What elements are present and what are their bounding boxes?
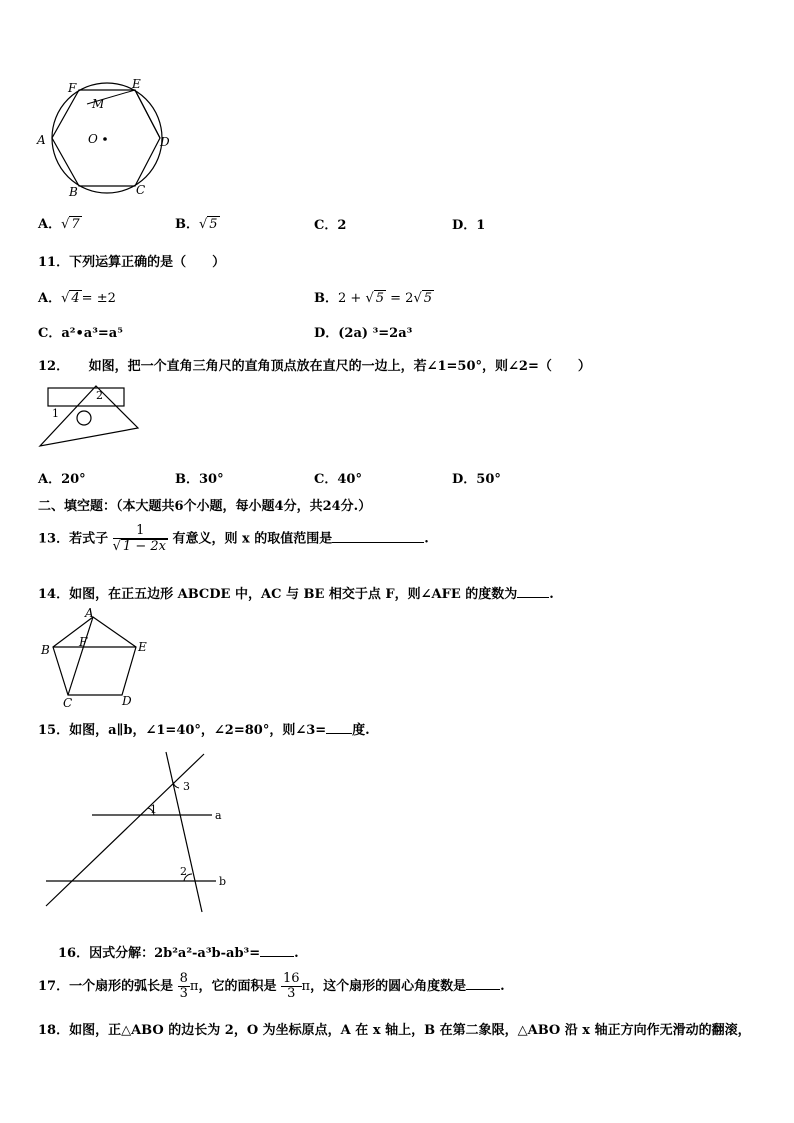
q13-answer-blank <box>332 542 424 543</box>
label-D: D <box>160 135 170 149</box>
parallel-lines-figure <box>40 748 240 918</box>
label-B: B <box>41 643 50 657</box>
ruler-triangle-figure <box>36 382 146 448</box>
q12-stem: 12． 如图，把一个直角三角尺的直角顶点放在直尺的一边上，若∠1=50°，则∠2=（ ） <box>38 359 591 374</box>
q15-answer-blank <box>326 733 352 734</box>
hexagon-circle-figure <box>32 74 182 200</box>
q13-fraction: $\frac{1}{√ 1 - 2x}$ <box>112 523 166 554</box>
label-M: M <box>92 97 105 111</box>
label-E: E <box>132 77 141 91</box>
label-C: C <box>63 696 73 710</box>
q11-option-b: B．2 + √ 5 = 2√ 5 <box>314 291 433 306</box>
label-O: O <box>88 132 98 146</box>
q10-option-d: D．1 <box>452 218 486 233</box>
q11-option-a: A．√ 4 = ±2 <box>38 291 116 306</box>
label-D: D <box>122 694 132 708</box>
q15-line: 15．如图，a∥b，∠1=40°，∠2=80°，则∠3= 度. <box>38 723 370 738</box>
q11-option-c: C．a²•a³=a⁵ <box>38 326 123 341</box>
line-a-label: a <box>215 809 222 822</box>
label-B: B <box>69 185 78 199</box>
label-C: C <box>136 183 146 197</box>
q10-option-a: A．√ 7 <box>38 217 80 232</box>
q12-option-b: B．30° <box>175 472 224 487</box>
section-2-heading: 二、填空题：（本大题共6个小题，每小题4分，共24分.） <box>38 499 372 514</box>
label-A: A <box>85 606 94 620</box>
angle-1-label: 1 <box>150 803 157 816</box>
q17-fraction-1: $\frac{8}{3}$ <box>179 971 188 1001</box>
label-F: F <box>79 635 88 649</box>
angle-2-label: 2 <box>96 389 103 402</box>
q11-option-d: D．(2a) ³=2a³ <box>314 326 413 341</box>
q12-option-a: A．20° <box>38 472 86 487</box>
line-b-label: b <box>219 875 227 888</box>
angle-2-label: 2 <box>180 865 187 878</box>
q17-line: 17．一个扇形的弧长是 $\frac{8}{3}$ π，它的面积是 $\frac{16}{3}$ π，这个扇形的圆心角度数是 . <box>38 971 505 1001</box>
q12-option-c: C．40° <box>314 472 362 487</box>
q11-stem: 11．下列运算正确的是（ ） <box>38 255 226 270</box>
q16-answer-blank <box>260 956 294 957</box>
label-F: F <box>68 81 77 95</box>
angle-3-label: 3 <box>183 780 190 793</box>
q18-stem: 18．如图，正△ABO 的边长为 2，O 为坐标原点，A 在 x 轴上，B 在第二象限，△ABO 沿 x 轴正方向作无滑动的翻滚， <box>38 1023 751 1038</box>
pentagon-figure <box>38 605 158 710</box>
q17-answer-blank <box>466 989 500 990</box>
angle-1-label: 1 <box>52 407 59 420</box>
label-E: E <box>138 640 147 654</box>
q14-line: 14．如图，在正五边形 ABCDE 中，AC 与 BE 相交于点 F，则∠AFE 的度数为 . <box>38 587 554 602</box>
q16-line: 16．因式分解：2b²a²-a³b-ab³= . <box>58 946 299 961</box>
q14-answer-blank <box>517 597 549 598</box>
q12-option-d: D．50° <box>452 472 501 487</box>
q13-line: 13．若式子 $\frac{1}{√ 1 - 2x}$ 有意义，则 x 的取值范围是 . <box>38 523 429 554</box>
q17-fraction-2: $\frac{16}{3}$ <box>283 971 300 1001</box>
q10-option-b: B．√ 5 <box>175 217 218 232</box>
label-A: A <box>37 133 46 147</box>
q10-option-c: C．2 <box>314 218 347 233</box>
